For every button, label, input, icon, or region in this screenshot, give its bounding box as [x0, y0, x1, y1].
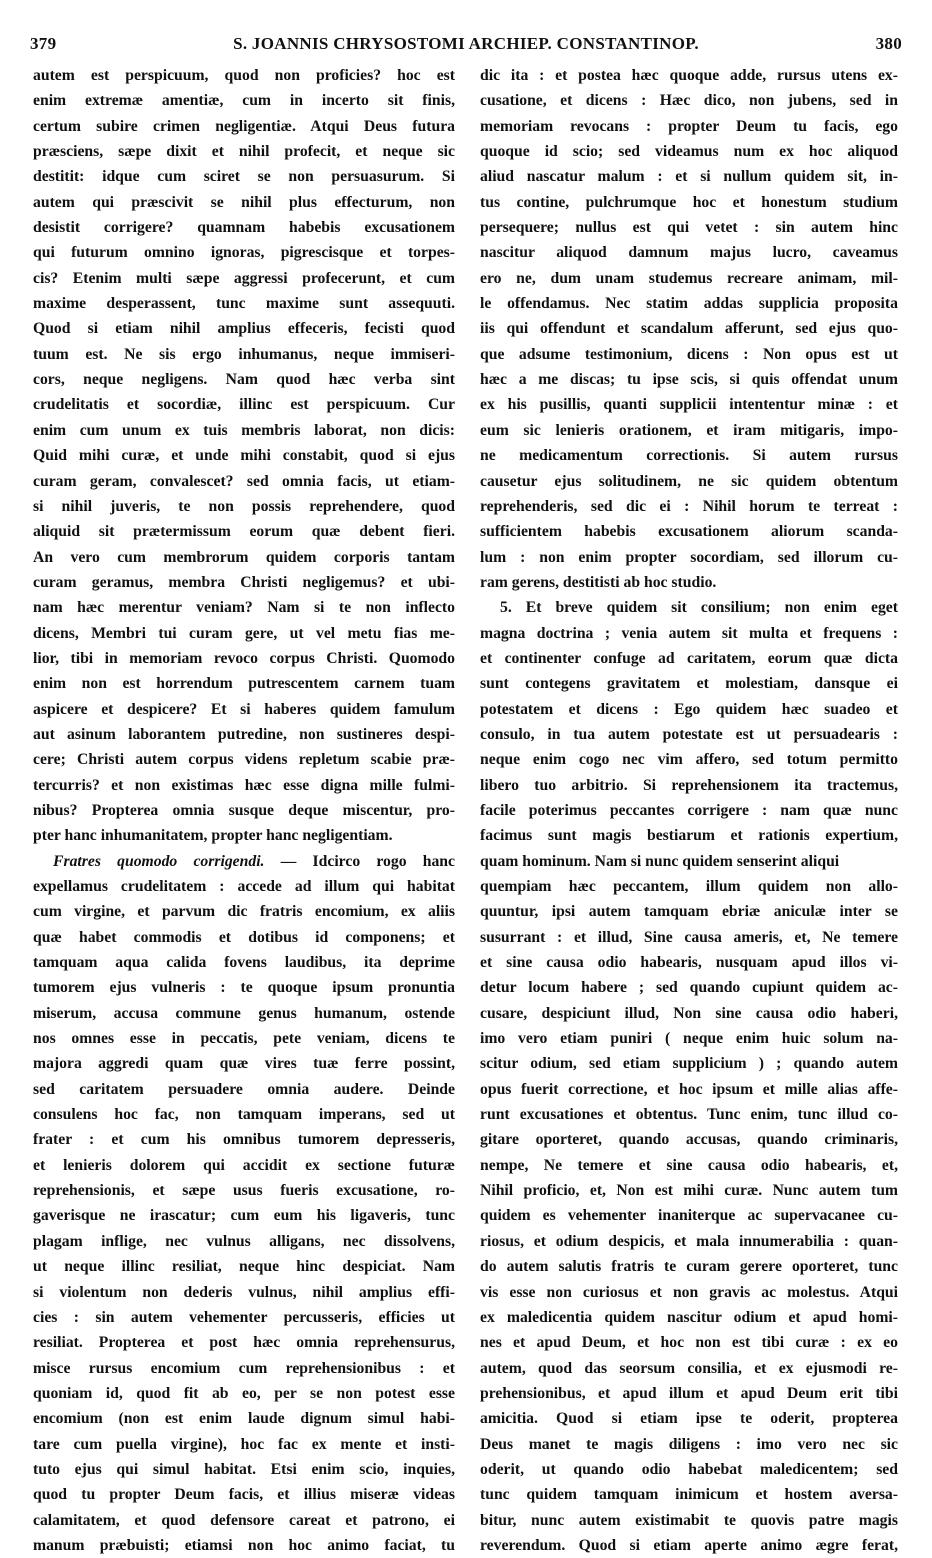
text-line — [33, 1229, 455, 1254]
line-text: resiliat. Propterea et post hæc omnia reprehensurus, — [33, 1334, 455, 1352]
line-text: quidem es vehementer inaniterque ac supervacanee cu- — [480, 1207, 898, 1225]
text-line — [33, 1482, 455, 1507]
line-text: tamquam aqua calida fovens laudibus, ita deprime — [33, 954, 455, 972]
text-line — [480, 722, 898, 747]
text-line — [33, 266, 455, 291]
text-line — [33, 519, 455, 544]
text-line — [480, 1127, 898, 1152]
text-line — [33, 697, 455, 722]
text-line — [480, 570, 898, 595]
text-line — [480, 1533, 898, 1558]
line-text: frater : et cum his omnibus tumorem depresseris, — [33, 1131, 455, 1149]
text-line — [33, 570, 455, 595]
line-text: nascitur aliquod damnum majus lucro, caveamus — [480, 244, 898, 262]
line-text: quoque id scio; sed videamus num ex hoc aliquod — [480, 143, 898, 161]
line-text: oderit, ut quando odio habebat maledicentem; sed — [480, 1460, 898, 1478]
text-line — [480, 747, 898, 772]
line-text: memoriam revocans : propter Deum tu facis, ego — [480, 117, 898, 135]
line-text: ex his pusillis, quanti supplicii intententur minæ : et — [480, 396, 898, 414]
line-text: autem qui præscivit se nihil plus effecturum, non — [33, 193, 455, 211]
text-line — [480, 266, 898, 291]
line-text: dicens, Membri tui curam gere, ut vel metu fias me- — [33, 624, 455, 642]
text-line — [33, 1254, 455, 1279]
line-text: si violentum non dederis vulnus, nihil amplius effi- — [33, 1283, 455, 1301]
line-text: neque enim cogo nec vim affero, sed totum permitto — [480, 751, 898, 769]
line-text: et lenieris dolorem qui accidit ex sectione futuræ — [33, 1156, 455, 1174]
text-line — [33, 1051, 455, 1076]
text-line — [480, 418, 898, 443]
text-line — [480, 1356, 898, 1381]
line-text: curam geram, convalescet? sed omnia facis, ut etiam- — [33, 472, 455, 490]
right-column — [480, 63, 898, 1558]
text-line — [480, 1001, 898, 1026]
line-text: ero ne, dum unam studemus recreare animam, mil- — [480, 269, 898, 287]
text-line — [480, 925, 898, 950]
text-line — [33, 1330, 455, 1355]
text-line — [33, 1305, 455, 1330]
text-line — [480, 164, 898, 189]
line-text: ne medicamentum correctionis. Si autem rursus — [480, 447, 898, 465]
line-text: Nihil proficio, et, Non est mihi curæ. Nunc autem tum — [480, 1182, 898, 1200]
line-text: runt excusationes et obtentus. Tunc enim, tunc illud co- — [480, 1106, 898, 1124]
text-line — [33, 595, 455, 620]
line-text: reprehensionis, et sæpe usus fueris excusatione, ro- — [33, 1182, 455, 1200]
text-line — [33, 164, 455, 189]
line-text: si nihil juveris, te non possis reprehendere, quod — [33, 497, 455, 515]
line-text: præsciens, sæpe dixit et nihil profecit, et neque sic — [33, 143, 455, 161]
line-text: ram gerens, destitisti ab hoc studio. — [480, 573, 717, 591]
text-line — [33, 823, 455, 848]
text-line — [480, 190, 898, 215]
text-line — [33, 1508, 455, 1533]
line-text: cis? Etenim multi sæpe aggressi profecerunt, et cum — [33, 269, 455, 287]
line-text: aliud nascatur malum : et si nullum quidem sit, in- — [480, 168, 898, 186]
text-line — [33, 773, 455, 798]
line-text: lior, tibi in memoriam revoco corpus Christi. Quomodo — [33, 649, 455, 667]
text-line — [33, 1432, 455, 1457]
line-text: sunt contegens gravitatem et molestiam, dansque ei — [480, 675, 898, 693]
line-text: prehensionibus, et apud illum et apud Deum erit tibi — [480, 1384, 898, 1402]
running-title: S. JOANNIS CHRYSOSTOMI ARCHIEP. CONSTANTINOP. — [233, 34, 699, 53]
line-text: cusatione, et dicens : Hæc dico, non jubens, sed in — [480, 92, 898, 110]
line-text: maxime desperassent, tunc maxime sunt assequuti. — [33, 295, 455, 313]
text-line — [480, 671, 898, 696]
line-text: enim extremæ amentiæ, cum in incerto sit finis, — [33, 92, 455, 110]
line-text: 5. Et breve quidem sit consilium; non enim eget — [500, 599, 898, 617]
line-text: — Idcirco rogo hanc — [264, 852, 455, 870]
line-text: sufficientem habebis excusationem aliorum scanda- — [480, 523, 898, 541]
line-text: riosus, et odium despicis, et mala innumerabilia : quan- — [480, 1232, 898, 1250]
text-line — [33, 240, 455, 265]
line-text: opus fuerit correctione, et hoc ipsum et mille alias affe- — [480, 1080, 898, 1098]
text-line — [33, 849, 455, 874]
text-line — [480, 697, 898, 722]
line-text: calamitatem, et quod defensore careat et patrono, ei — [33, 1511, 455, 1529]
text-line — [480, 1280, 898, 1305]
line-text: qui futurum omnino ignoras, pigrescisque et torpes- — [33, 244, 455, 262]
line-text: aliquid sit prætermissum eorum quæ debent fieri. — [33, 523, 455, 541]
text-line — [33, 215, 455, 240]
text-line — [33, 975, 455, 1000]
text-line — [33, 190, 455, 215]
line-text: le offendamus. Nec statim addas supplicia proposita — [480, 295, 898, 313]
line-text: ex maledicentia quidem nascitur odium et apud homi- — [480, 1308, 898, 1326]
text-line — [480, 342, 898, 367]
line-text: consulens hoc fac, non tamquam imperans, sed ut — [33, 1106, 455, 1124]
text-line — [33, 469, 455, 494]
text-line — [33, 1153, 455, 1178]
text-line — [480, 1508, 898, 1533]
text-line — [480, 114, 898, 139]
text-line — [33, 950, 455, 975]
text-line — [480, 823, 898, 848]
text-line — [480, 621, 898, 646]
line-text: et continenter confuge ad caritatem, eorum quæ dicta — [480, 649, 898, 667]
line-text: reverendum. Quod si etiam aperte animo ægre ferat, — [480, 1536, 898, 1554]
text-line — [33, 671, 455, 696]
line-text: dic ita : et postea hæc quoque adde, rursus utens ex- — [480, 67, 898, 84]
line-text: majora aggredi quam quæ vires tuæ ferre possint, — [33, 1055, 455, 1073]
line-text: do autem salutis fratris te curam gerere oporteret, tunc — [480, 1258, 898, 1276]
line-text: lum : non enim propter socordiam, sed illorum cu- — [480, 548, 898, 566]
line-text: aspicere et despicere? Et si haberes quidem famulum — [33, 700, 455, 718]
line-text: manum præbuisti; etiamsi non hoc animo faciat, tu — [33, 1536, 455, 1554]
page-number-right: 380 — [875, 34, 902, 53]
text-line — [33, 392, 455, 417]
text-line — [33, 88, 455, 113]
line-text: enim non est horrendum putrescentem carnem tuam — [33, 675, 455, 693]
line-text: expellamus crudelitatem : accede ad illum qui habitat — [33, 878, 455, 895]
line-text: reprehenderis, sed dic ei : Nihil horum te terreat : — [480, 497, 898, 515]
text-line — [480, 1330, 898, 1355]
line-text: et sine causa odio habearis, nusquam apud illos vi- — [480, 954, 898, 972]
text-line — [33, 1280, 455, 1305]
text-line — [480, 874, 898, 899]
line-text: pter hanc inhumanitatem, propter hanc negligentiam. — [33, 827, 393, 845]
text-line — [33, 1381, 455, 1406]
line-text: tuto ejus qui simul habitat. Etsi enim scio, inquies, — [33, 1460, 455, 1478]
left-column — [33, 63, 455, 1558]
text-line — [480, 367, 898, 392]
line-text: facile poterimus peccantes corrigere : nam quæ nunc — [480, 801, 898, 819]
running-header — [30, 34, 902, 60]
text-line — [480, 1026, 898, 1051]
text-line — [480, 1432, 898, 1457]
text-line — [480, 545, 898, 570]
text-line — [480, 1077, 898, 1102]
line-text: cere; Christi autem corpus videns repletum scabie præ- — [33, 751, 455, 769]
text-line — [480, 1051, 898, 1076]
line-text: magna doctrina ; venia autem sit multa et frequens : — [480, 624, 898, 642]
line-text: sed caritatem persuadere omnia audere. Deinde — [33, 1080, 455, 1098]
text-line — [33, 545, 455, 570]
line-text: miserum, accusa commune genus humanum, ostende — [33, 1004, 455, 1022]
line-text: tumorem ejus vulneris : te quoque ipsum pronuntia — [33, 979, 455, 997]
text-line — [480, 519, 898, 544]
text-line — [33, 747, 455, 772]
line-text: nes et apud Deum, et hoc non est tibi curæ : ex eo — [480, 1334, 898, 1352]
line-text: libero tuo arbitrio. Si reprehensionem ita tractemus, — [480, 776, 898, 794]
line-text: cors, neque negligens. Nam quod hæc verba sint — [33, 371, 455, 389]
text-line — [480, 469, 898, 494]
text-line — [480, 1457, 898, 1482]
text-line — [33, 798, 455, 823]
text-line — [33, 1356, 455, 1381]
line-text: aut asinum laborantem putredine, non sustineres despi- — [33, 725, 455, 743]
text-line — [480, 1381, 898, 1406]
text-line — [480, 63, 898, 88]
line-text: ut neque illinc resiliat, neque hinc despiciat. Nam — [33, 1258, 455, 1276]
line-text: nempe, Ne temere et sine causa odio habearis, et, — [480, 1156, 898, 1174]
line-text: scitur odium, sed etiam supplicium ) ; quando autem — [480, 1055, 898, 1073]
line-text: plagam inflige, nec vulnus alligans, nec dissolvens, — [33, 1232, 455, 1250]
text-line — [33, 1406, 455, 1431]
line-text: autem, quod das seorsum consilia, et ex ejusmodi re- — [480, 1359, 898, 1377]
line-text: misce rursus encomium cum reprehensionibus : et — [33, 1359, 455, 1377]
text-line — [480, 316, 898, 341]
text-line — [33, 114, 455, 139]
text-line — [33, 621, 455, 646]
line-text: tuum est. Ne sis ergo inhumanus, neque immiseri- — [33, 345, 455, 363]
text-line — [480, 1203, 898, 1228]
line-text: tunc quidem tamquam inimicum et hostem aversa- — [480, 1486, 898, 1504]
line-text: gitare oporteret, quando accusas, quando criminaris, — [480, 1131, 898, 1149]
line-text: tercurris? et non existimas hæc esse digna mille fulmi- — [33, 776, 455, 794]
line-text: Quod si etiam nihil amplius effeceris, fecisti quod — [33, 320, 455, 338]
line-text: gaverisque ne irascatur; cum eum his ligaveris, tunc — [33, 1207, 455, 1225]
text-line — [33, 899, 455, 924]
line-text: desistit corrigere? quamnam habebis excusationem — [33, 219, 455, 237]
text-line — [33, 1127, 455, 1152]
text-line — [33, 291, 455, 316]
text-line — [480, 1153, 898, 1178]
line-text: vis esse non curiosus et non gravis ac molestus. Atqui — [480, 1283, 898, 1301]
line-text: persequere; nullus est qui vetet : sin autem hinc — [480, 219, 898, 237]
text-line — [480, 1229, 898, 1254]
line-text: autem est perspicuum, quod non proficies? hoc est — [33, 67, 455, 84]
text-line — [33, 367, 455, 392]
line-text: detur locum habere ; sed quando cupiunt quidem ac- — [480, 979, 898, 997]
line-text: consulo, in tua autem potestate est ut persuadearis : — [480, 725, 898, 743]
text-line — [33, 646, 455, 671]
line-text: hæc a me discas; tu ipse scis, si quis offendat unum — [480, 371, 898, 389]
text-line — [480, 215, 898, 240]
text-line — [33, 1457, 455, 1482]
line-text: tus contine, pulchrumque hoc et honestum studium — [480, 193, 898, 211]
line-text: Deus manet te magis diligens : imo vero nec sic — [480, 1435, 898, 1453]
text-line — [33, 1533, 455, 1558]
line-text: cusare, despiciunt illud, Non sine causa odio haberi, — [480, 1004, 898, 1022]
line-text: quoniam id, quod fit ab eo, per se non potest esse — [33, 1384, 455, 1402]
line-text: iis qui offendunt et scandalum afferunt, sed ejus quo- — [480, 320, 898, 338]
text-line — [33, 63, 455, 88]
line-text: encomium (non est enim laude dignum simul habi- — [33, 1410, 455, 1428]
text-line — [33, 722, 455, 747]
text-line — [480, 975, 898, 1000]
line-text: cies : sin autem vehementer percusseris, efficies ut — [33, 1308, 455, 1326]
line-text: amicitia. Quod si etiam ipse te oderit, propterea — [480, 1410, 898, 1428]
line-text: causetur ejus solitudinem, ne sic quidem obtentum — [480, 472, 898, 490]
line-text: destitit: idque cum sciret se non persuasurum. Si — [33, 168, 455, 186]
text-line — [33, 418, 455, 443]
text-line — [480, 139, 898, 164]
text-line — [480, 392, 898, 417]
line-text: Quid mihi curæ, et unde mihi constabit, quod si ejus — [33, 447, 455, 465]
line-text: quæ habet commodis et dotibus id componens; et — [33, 928, 455, 946]
text-line — [33, 925, 455, 950]
line-text: eum sic lenieris orationem, et iram mitigaris, impo- — [480, 421, 898, 439]
line-text: An vero cum membrorum quidem corporis tantam — [33, 548, 455, 566]
text-line — [33, 342, 455, 367]
line-text: susurrant : et illud, Sine causa ameris, et, Ne temere — [480, 928, 898, 946]
line-text: nam hæc merentur veniam? Nam si te non inflecto — [33, 599, 455, 617]
text-line — [480, 291, 898, 316]
text-line — [480, 240, 898, 265]
text-line — [480, 1178, 898, 1203]
line-text: bitur, nunc autem existimabit te quovis patre magis — [480, 1511, 898, 1529]
line-text: nos omnes esse in peccatis, pete veniam, dicens te — [33, 1030, 455, 1048]
italic-heading: Fratres quomodo corrigendi. — [53, 852, 265, 870]
line-text: enim cum unum ex tuis membris laborat, non dicis: — [33, 421, 455, 439]
text-line — [480, 849, 898, 874]
text-line — [33, 494, 455, 519]
line-text: quod tu propter Deum facis, et illius miseræ videas — [33, 1486, 455, 1504]
text-line — [480, 1254, 898, 1279]
line-text: cum virgine, et parvum dic fratris encomium, ex aliis — [33, 903, 455, 921]
line-text: potestatem et dicens : Ego quidem hæc suadeo et — [480, 700, 898, 718]
text-line — [33, 139, 455, 164]
text-line — [480, 494, 898, 519]
text-line — [480, 899, 898, 924]
line-text: certum subire crimen negligentiæ. Atqui Deus futura — [33, 117, 455, 135]
line-text: tare cum puella virgine), hoc fac ex mente et insti- — [33, 1435, 455, 1453]
line-text: facimus sunt magis bestiarum et rationis expertium, — [480, 827, 898, 845]
page-number-left: 379 — [30, 34, 57, 53]
text-line — [480, 88, 898, 113]
text-line — [480, 1406, 898, 1431]
line-text: crudelitatis et socordiæ, illinc est perspicuum. Cur — [33, 396, 455, 414]
line-text: quuntur, ipsi autem tamquam ebriæ aniculæ inter se — [480, 903, 898, 921]
line-text: imo vero etiam puniri ( neque enim huic solum na- — [480, 1030, 898, 1048]
text-line — [480, 595, 898, 620]
line-text: nibus? Propterea omnia susque deque miscentur, pro- — [33, 801, 455, 819]
text-line — [33, 443, 455, 468]
text-line — [33, 1178, 455, 1203]
text-line — [480, 773, 898, 798]
text-line — [33, 1077, 455, 1102]
text-line — [33, 316, 455, 341]
line-text: quempiam hæc peccantem, illum quidem non allo- — [480, 878, 898, 895]
text-line — [480, 950, 898, 975]
text-line — [480, 443, 898, 468]
text-line — [480, 646, 898, 671]
text-line — [33, 1026, 455, 1051]
line-text: quam hominum. Nam si nunc quidem senserint aliqui — [480, 852, 840, 870]
text-line — [480, 1102, 898, 1127]
text-line — [33, 874, 455, 899]
line-text: curam geramus, membra Christi negligemus? et ubi- — [33, 573, 455, 591]
text-line — [33, 1102, 455, 1127]
line-text: que adsume testimonium, dicens : Non opus est ut — [480, 345, 898, 363]
text-line — [480, 1305, 898, 1330]
text-line — [33, 1001, 455, 1026]
text-line — [480, 1482, 898, 1507]
text-line — [480, 798, 898, 823]
text-line — [33, 1203, 455, 1228]
